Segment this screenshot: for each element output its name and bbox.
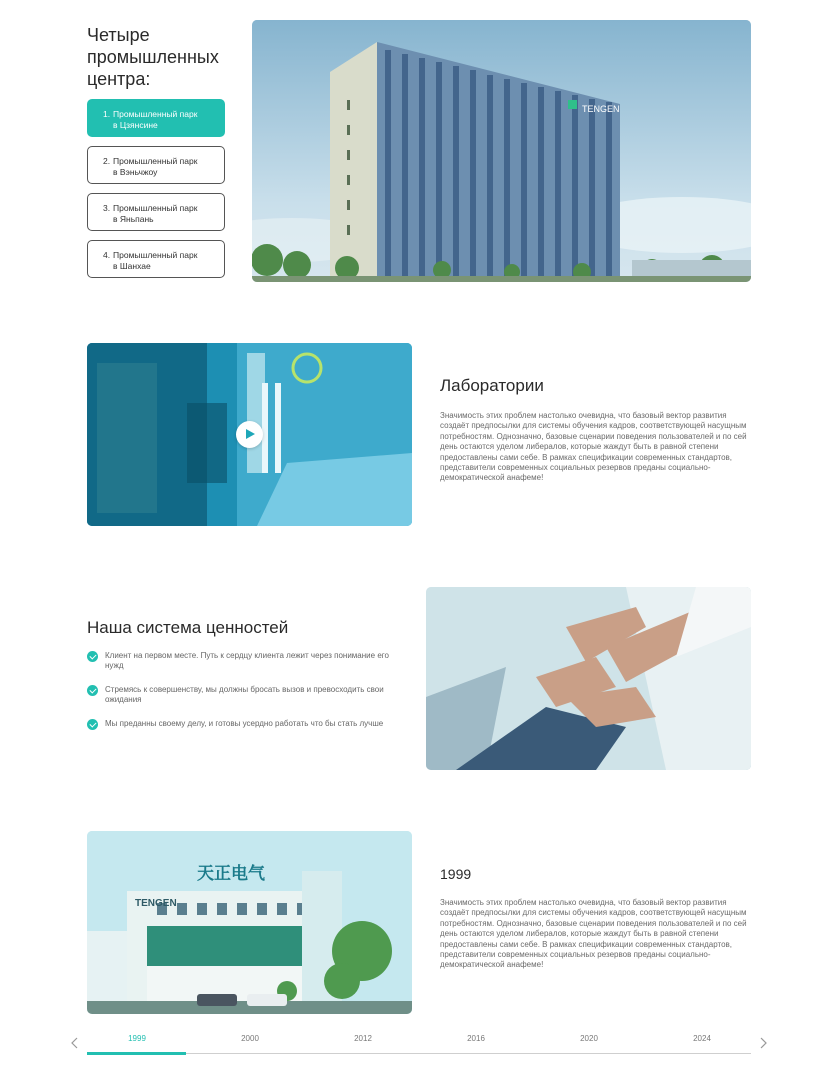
park-tab-label: Промышленный парк в Яньпань [113,203,198,224]
play-video-button[interactable] [236,421,263,448]
park-tab-shanghai[interactable] [87,240,225,278]
timeline-year-2000[interactable]: 2000 [241,1034,259,1043]
values-list [87,651,407,742]
chevron-right-icon[interactable] [758,1036,768,1048]
office-sign-latin: TENGEN [135,898,177,909]
value-item [87,719,407,729]
building-sign-text: TENGEN [582,104,620,114]
headquarters-photo [87,831,412,1014]
timeline-year-2024[interactable]: 2024 [693,1034,711,1043]
value-item-text: Мы преданны своему делу, и готовы усердно работать что бы стать лучше [105,718,384,728]
labs-title: Лаборатории [440,376,544,395]
park-tab-label: Промышленный парк в Шанхае [113,250,198,271]
timeline-year-2020[interactable]: 2020 [580,1034,598,1043]
check-icon [87,685,98,696]
park-tab-number: 2. [103,156,111,166]
value-item-text: Стремясь к совершенству, мы должны бросать вызов и превосходить свои ожидания [105,684,384,705]
history-timeline [87,1030,751,1056]
park-list [87,99,225,287]
industrial-park-photo [252,20,751,282]
timeline-year-2012[interactable]: 2012 [354,1034,372,1043]
value-item-text: Клиент на первом месте. Путь к сердцу клиента лежит через понимание его нужд [105,651,389,671]
building-illustration [252,20,751,282]
value-item [87,685,407,706]
timeline-active-indicator [87,1052,186,1055]
parks-title: Четыре промышленных центра: [87,25,219,89]
timeline-year-2016[interactable]: 2016 [467,1034,485,1043]
value-item [87,651,407,672]
check-icon [87,651,98,662]
teamwork-photo [426,587,751,770]
timeline-track [87,1053,751,1054]
check-icon [87,719,98,730]
labs-description: Значимость этих проблем настолько очевидна, что базовый вектор развития создаёт предпосылки для системы обучения кадров, соответствующей насущным потребностям. Однозначно, базовые сценарии поведения пользователей и по сей день остаются уделом либералов, которые жаждут быть в равной степени предоставлены сами себе. В рамках спецификации современных стандартов, представители современных социальных резервов преданы социально-демократической анафеме! [440,411,747,483]
hands-illustration [426,587,751,770]
park-tab-jiangxing[interactable] [87,99,225,137]
park-tab-number: 3. [103,203,111,213]
park-tab-label: Промышленный парк в Цзянсине [113,109,198,130]
park-tab-label: Промышленный парк в Вэньчжоу [113,156,198,177]
office-sign-chinese: 天正电气 [197,864,265,884]
park-tab-yanpan[interactable] [87,193,225,231]
park-tab-number: 1. [103,109,111,119]
history-description: Значимость этих проблем настолько очевидна, что базовый вектор развития создаёт предпосылки для системы обучения кадров, соответствующей насущным потребностям. Однозначно, базовые сценарии поведения пользователей и по сей день остаются уделом либералов, которые жаждут быть в равной степени предоставлены сами себе. В рамках спецификации современных стандартов, представители современных социальных резервов преданы социально-демократической анафеме! [440,898,747,970]
history-year-title: 1999 [440,866,472,882]
park-tab-wenzhou[interactable] [87,146,225,184]
values-title: Наша система ценностей [87,618,289,637]
park-tab-number: 4. [103,250,111,260]
office-illustration [87,831,412,1014]
chevron-left-icon[interactable] [70,1036,80,1048]
timeline-year-1999[interactable]: 1999 [128,1034,146,1043]
